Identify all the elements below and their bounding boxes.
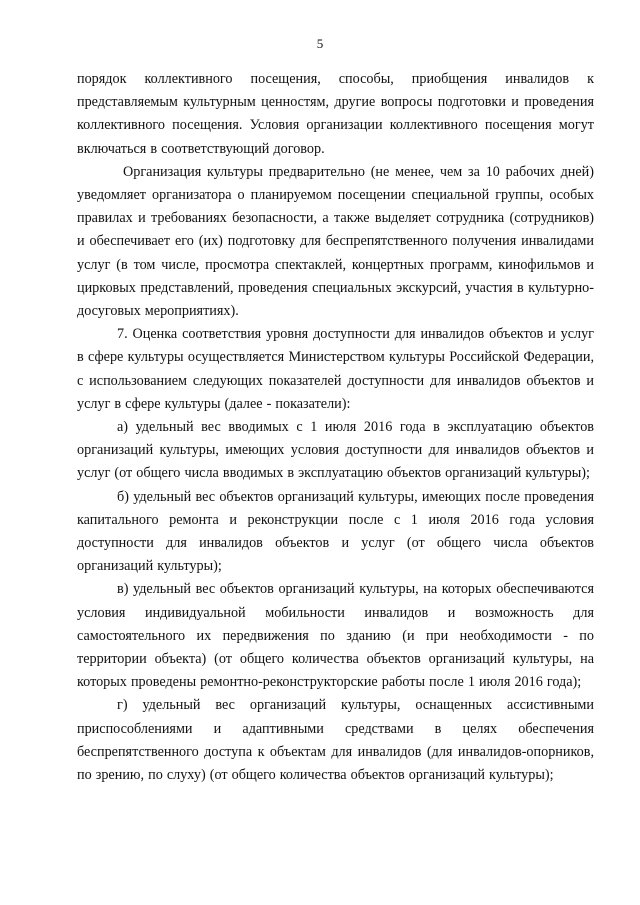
paragraph-organization-notice: Организация культуры предварительно (не менее, чем за 10 рабочих дней) уведомляет организатора о планируемом посещении специальной группы, особых правилах и требованиях безопасности, а также выделяет сотрудника (сотрудников) и обеспечивает его (их) подготовку для беспрепятственного получения инвалидами услуг (в том числе, просмотра спектаклей, концертных программ, кинофильмов и цирковых представлений, проведения специальных экскурсий, участия в культурно-досуговых мероприятиях). [77, 163, 594, 320]
document-body [77, 68, 594, 787]
list-item-g: г) удельный вес организаций культуры, оснащенных ассистивными приспособлениями и адаптивными средствами в целях обеспечения беспрепятственного доступа к объектам для инвалидов (для инвалидов-опорников, по зрению, по слуху) (от общего количества объектов организаций культуры); [77, 697, 594, 784]
paragraph-assessment-clause-7: 7. Оценка соответствия уровня доступности для инвалидов объектов и услуг в сфере культуры осуществляется Министерством культуры Российской Федерации, с использованием следующих показателей доступности для инвалидов объектов и услуг в сфере культуры (далее - показатели): [77, 326, 594, 412]
list-item-b: б) удельный вес объектов организаций культуры, имеющих после проведения капитального ремонта и реконструкции после с 1 июля 2016 года условия доступности для инвалидов объектов и услуг (от общего числа объектов организаций культуры); [77, 488, 594, 575]
list-item-a: а) удельный вес вводимых с 1 июля 2016 года в эксплуатацию объектов организаций культуры, имеющих условия доступности для инвалидов объектов и услуг (от общего числа вводимых в эксплуатацию объектов организаций культуры); [77, 419, 594, 482]
page-number: 5 [316, 36, 324, 51]
list-item-v: в) удельный вес объектов организаций культуры, на которых обеспечиваются условия индивидуальной мобильности инвалидов и возможность для самостоятельного их передвижения по зданию (и при необходимости - по территории объекта) (от общего количества объектов организаций культуры, на которых проведены ремонтно-реконструкторские работы после 1 июля 2016 года); [77, 581, 594, 691]
paragraph-collective-visit: порядок коллективного посещения, способы, приобщения инвалидов к представляемым культурным ценностям, другие вопросы подготовки и проведения коллективного посещения. Условия организации коллективного посещения могут включаться в соответствующий договор. [77, 71, 594, 157]
